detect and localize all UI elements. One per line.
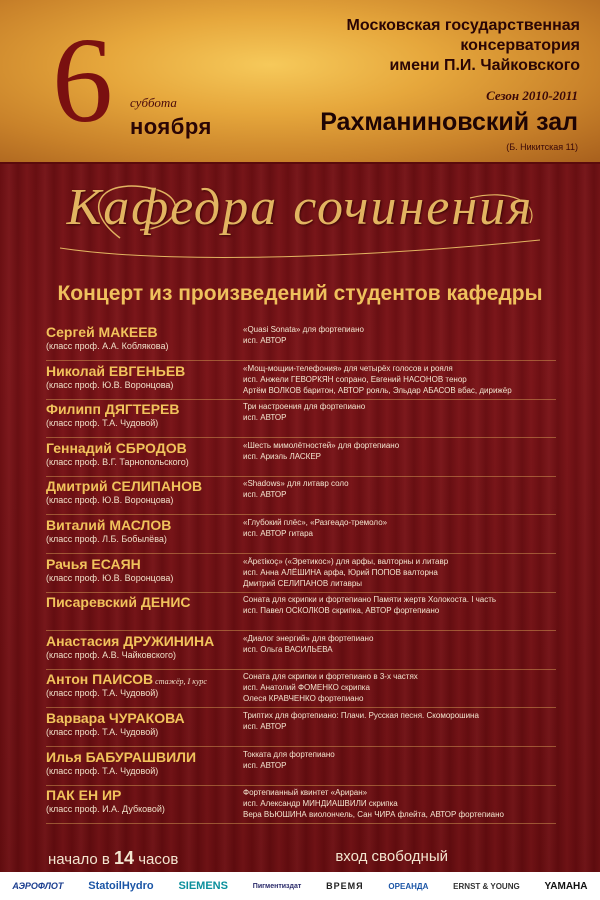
- hall-address: (Б. Никитская 11): [506, 142, 578, 152]
- composer-block: [46, 363, 236, 390]
- composer-class: (класс проф. Т.А. Чудовой): [46, 727, 159, 737]
- work-line: исп. АВТОР: [243, 413, 287, 423]
- composer-name: [46, 324, 236, 340]
- composer-block: [46, 710, 236, 737]
- work-line: исп. Анна АЛЁШИНА арфа, Юрий ПОПОВ валторна: [243, 567, 438, 577]
- sponsor-logo: ERNST & YOUNG: [453, 881, 520, 891]
- start-hour: 14: [114, 848, 135, 868]
- sponsor-logo: АЭРОФЛОТ: [12, 881, 64, 891]
- work-line: исп. Павел ОСКОЛКОВ скрипка, АВТОР фортепиано: [243, 606, 440, 616]
- work-details: [243, 787, 558, 820]
- work-line: исп. АВТОР: [243, 336, 287, 345]
- composer-name: [46, 363, 236, 379]
- institution-line: имени П.И. Чайковского: [389, 57, 580, 74]
- sponsor-logo: ВРЕМЯ: [326, 881, 364, 891]
- composer-class: (класс проф. Ю.В. Воронцова): [46, 495, 174, 506]
- composer-class: (класс проф. Ю.В. Воронцова): [46, 379, 174, 390]
- concert-subtitle: Концерт из произведений студентов кафедры: [57, 282, 543, 305]
- composer-name-text: Писаревский ДЕНИС: [46, 594, 191, 611]
- institution-line: Московская государственная: [346, 17, 580, 34]
- work-details: [243, 363, 558, 396]
- composer-block: [46, 324, 236, 351]
- work-line: Три настроения для фортепиано: [243, 402, 366, 412]
- program-row: [46, 631, 556, 670]
- date-weekday: суббота: [130, 95, 177, 110]
- composer-block: [46, 440, 236, 467]
- work-line: Соната для скрипки и фортепиано в 3-х частях: [243, 672, 418, 682]
- composer-name-text: Рачья ЕСАЯН: [46, 555, 141, 572]
- program-row: [46, 669, 556, 708]
- work-details: [243, 478, 558, 500]
- institution-name: [260, 16, 580, 76]
- composer-class: (класс проф. Ю.В. Воронцова): [46, 572, 174, 583]
- work-details: [243, 401, 558, 423]
- entry-info: вход свободный: [335, 848, 448, 865]
- composer-name-text: Илья БАБУРАШВИЛИ: [46, 748, 197, 765]
- poster-header: [0, 0, 600, 164]
- composer-block: [46, 671, 236, 698]
- composer-class: (класс проф. Л.Б. Бобылёва): [46, 534, 167, 544]
- work-line: Фортепианный квинтет «Ариран»: [243, 788, 368, 798]
- composer-name-text: Виталий МАСЛОВ: [46, 517, 172, 533]
- program-row: [46, 322, 556, 361]
- composer-block: [46, 787, 236, 814]
- work-details: [243, 671, 558, 704]
- work-line: «Диалог энергий» для фортепиано: [243, 633, 374, 643]
- work-line: исп. АВТОР гитара: [243, 529, 313, 538]
- work-line: исп. Ольга ВАСИЛЬЕВА: [243, 644, 333, 654]
- program-row: [46, 476, 556, 515]
- program-row: [46, 399, 556, 438]
- composer-name: [46, 787, 236, 803]
- script-title: Кафедра сочинения: [66, 179, 534, 236]
- composer-class: (класс проф. Т.А. Чудовой): [46, 688, 159, 699]
- composer-name: [46, 749, 236, 765]
- work-line: Олеся КРАВЧЕНКО фортепиано: [243, 694, 364, 704]
- composer-class: (класс проф. Т.А. Чудовой): [46, 765, 159, 776]
- work-details: [243, 633, 558, 655]
- work-line: исп. Александр МИНДИАШВИЛИ скрипка: [243, 799, 398, 809]
- program-row: [46, 515, 556, 554]
- sponsor-bar: [0, 872, 600, 900]
- work-line: исп. АВТОР: [243, 722, 287, 731]
- program-row: [46, 592, 556, 631]
- season-label: Сезон 2010-2011: [486, 88, 578, 103]
- start-time: [48, 848, 178, 869]
- composer-name-text: ПАК ЕН ИР: [46, 787, 122, 804]
- work-line: «Quasi Sonata» для фортепиано: [243, 325, 364, 334]
- work-details: [243, 710, 558, 732]
- program-row: [46, 438, 556, 477]
- program-row: [46, 785, 556, 824]
- composer-name-text: Сергей МАКЕЕВ: [46, 324, 158, 340]
- work-line: исп. Анжели ГЕВОРКЯН сопрано, Евгений НАСОНОВ тенор: [243, 374, 467, 384]
- composer-name: [46, 401, 236, 417]
- work-line: «Мощ-мощии-телефония» для четырёх голосов и рояля: [243, 363, 453, 373]
- composer-name: [46, 633, 236, 649]
- work-details: [243, 749, 558, 771]
- composer-block: [46, 556, 236, 583]
- work-line: Вера ВЬЮШИНА виолончель, Сан ЧИРА флейта, АВТОР фортепиано: [243, 810, 504, 820]
- composer-name: [46, 556, 236, 572]
- composer-name: [46, 594, 236, 610]
- start-suffix: часов: [138, 851, 179, 868]
- composer-block: [46, 749, 236, 776]
- work-line: исп. Ариэль ЛАСКЕР: [243, 451, 321, 461]
- work-details: [243, 517, 558, 539]
- work-line: Дмитрий СЕЛИПАНОВ литавры: [243, 578, 363, 588]
- date-day: 6: [52, 13, 113, 148]
- composer-name-text: Анастасия ДРУЖИНИНА: [46, 632, 215, 649]
- composer-name: [46, 710, 236, 726]
- work-line: исп. Анатолий ФОМЕНКО скрипка: [243, 683, 370, 693]
- work-details: [243, 556, 558, 589]
- program-row: [46, 554, 556, 593]
- sponsor-logo: ОРЕАНДА: [388, 881, 429, 891]
- work-line: Токката для фортепиано: [243, 749, 335, 759]
- hall-name: Рахманиновский зал: [320, 108, 578, 136]
- sponsor-logo: StatoilHydro: [88, 880, 154, 892]
- sponsor-logo: Пигментиздат: [252, 882, 302, 890]
- sponsor-logo: SIEMENS: [178, 880, 228, 892]
- work-line: исп. АВТОР: [243, 760, 287, 770]
- institution-line: консерватория: [460, 37, 580, 54]
- work-line: Артём ВОЛКОВ баритон, АВТОР рояль, Эльдар АБАСОВ вбас, дирижёр: [243, 385, 512, 395]
- composer-name-text: Геннадий СБРОДОВ: [46, 439, 187, 456]
- composer-class: (класс проф. Т.А. Чудовой): [46, 418, 159, 429]
- sponsor-logo: YAMAHA: [544, 880, 588, 892]
- composer-name-text: Филипп ДЯГТЕРЕВ: [46, 401, 180, 418]
- work-line: Триптих для фортепиано: Плачи. Русская песня. Скоморошина: [243, 711, 479, 720]
- work-line: «Äрєτiкοç» («Эретикос») для арфы, валторны и литавр: [243, 556, 449, 566]
- composer-name-text: Варвара ЧУРАКОВА: [46, 710, 185, 726]
- composer-name: [46, 671, 236, 687]
- composer-name-text: Николай ЕВГЕНЬЕВ: [46, 362, 186, 379]
- composer-block: [46, 478, 236, 505]
- program-row: [46, 361, 556, 400]
- work-line: «Shadows» для литавр соло: [243, 479, 349, 489]
- composer-class: (класс проф. В.Г. Тарнопольского): [46, 456, 189, 467]
- date-month: ноября: [130, 114, 212, 139]
- program-list: [0, 322, 600, 838]
- composer-class: (класс проф. А.А. Коблякова): [46, 341, 169, 351]
- work-details: [243, 324, 558, 346]
- program-row: [46, 747, 556, 786]
- composer-name: [46, 440, 236, 456]
- work-line: «Глубокий плёс», «Разгеадо-тремоло»: [243, 518, 388, 527]
- composer-block: [46, 594, 236, 610]
- work-details: [243, 594, 558, 616]
- composer-note: стажёр, I курс: [155, 677, 207, 687]
- composer-name-text: Дмитрий СЕЛИПАНОВ: [46, 478, 203, 495]
- program-row: [46, 708, 556, 747]
- work-line: Соната для скрипки и фортепиано Памяти жертв Холокоста. I часть: [243, 595, 497, 605]
- composer-name: [46, 478, 236, 494]
- composer-name: [46, 517, 236, 533]
- composer-class: (класс проф. И.А. Дубковой): [46, 804, 165, 815]
- composer-block: [46, 401, 236, 428]
- composer-block: [46, 517, 236, 544]
- work-details: [243, 440, 558, 462]
- start-prefix: начало в: [48, 851, 110, 868]
- composer-block: [46, 633, 236, 660]
- composer-name-text: Антон ПАИСОВ: [46, 671, 154, 688]
- work-line: исп. АВТОР: [243, 490, 287, 500]
- work-line: «Шесть мимолётностей» для фортепиано: [243, 440, 400, 450]
- composer-class: (класс проф. А.В. Чайковского): [46, 649, 176, 660]
